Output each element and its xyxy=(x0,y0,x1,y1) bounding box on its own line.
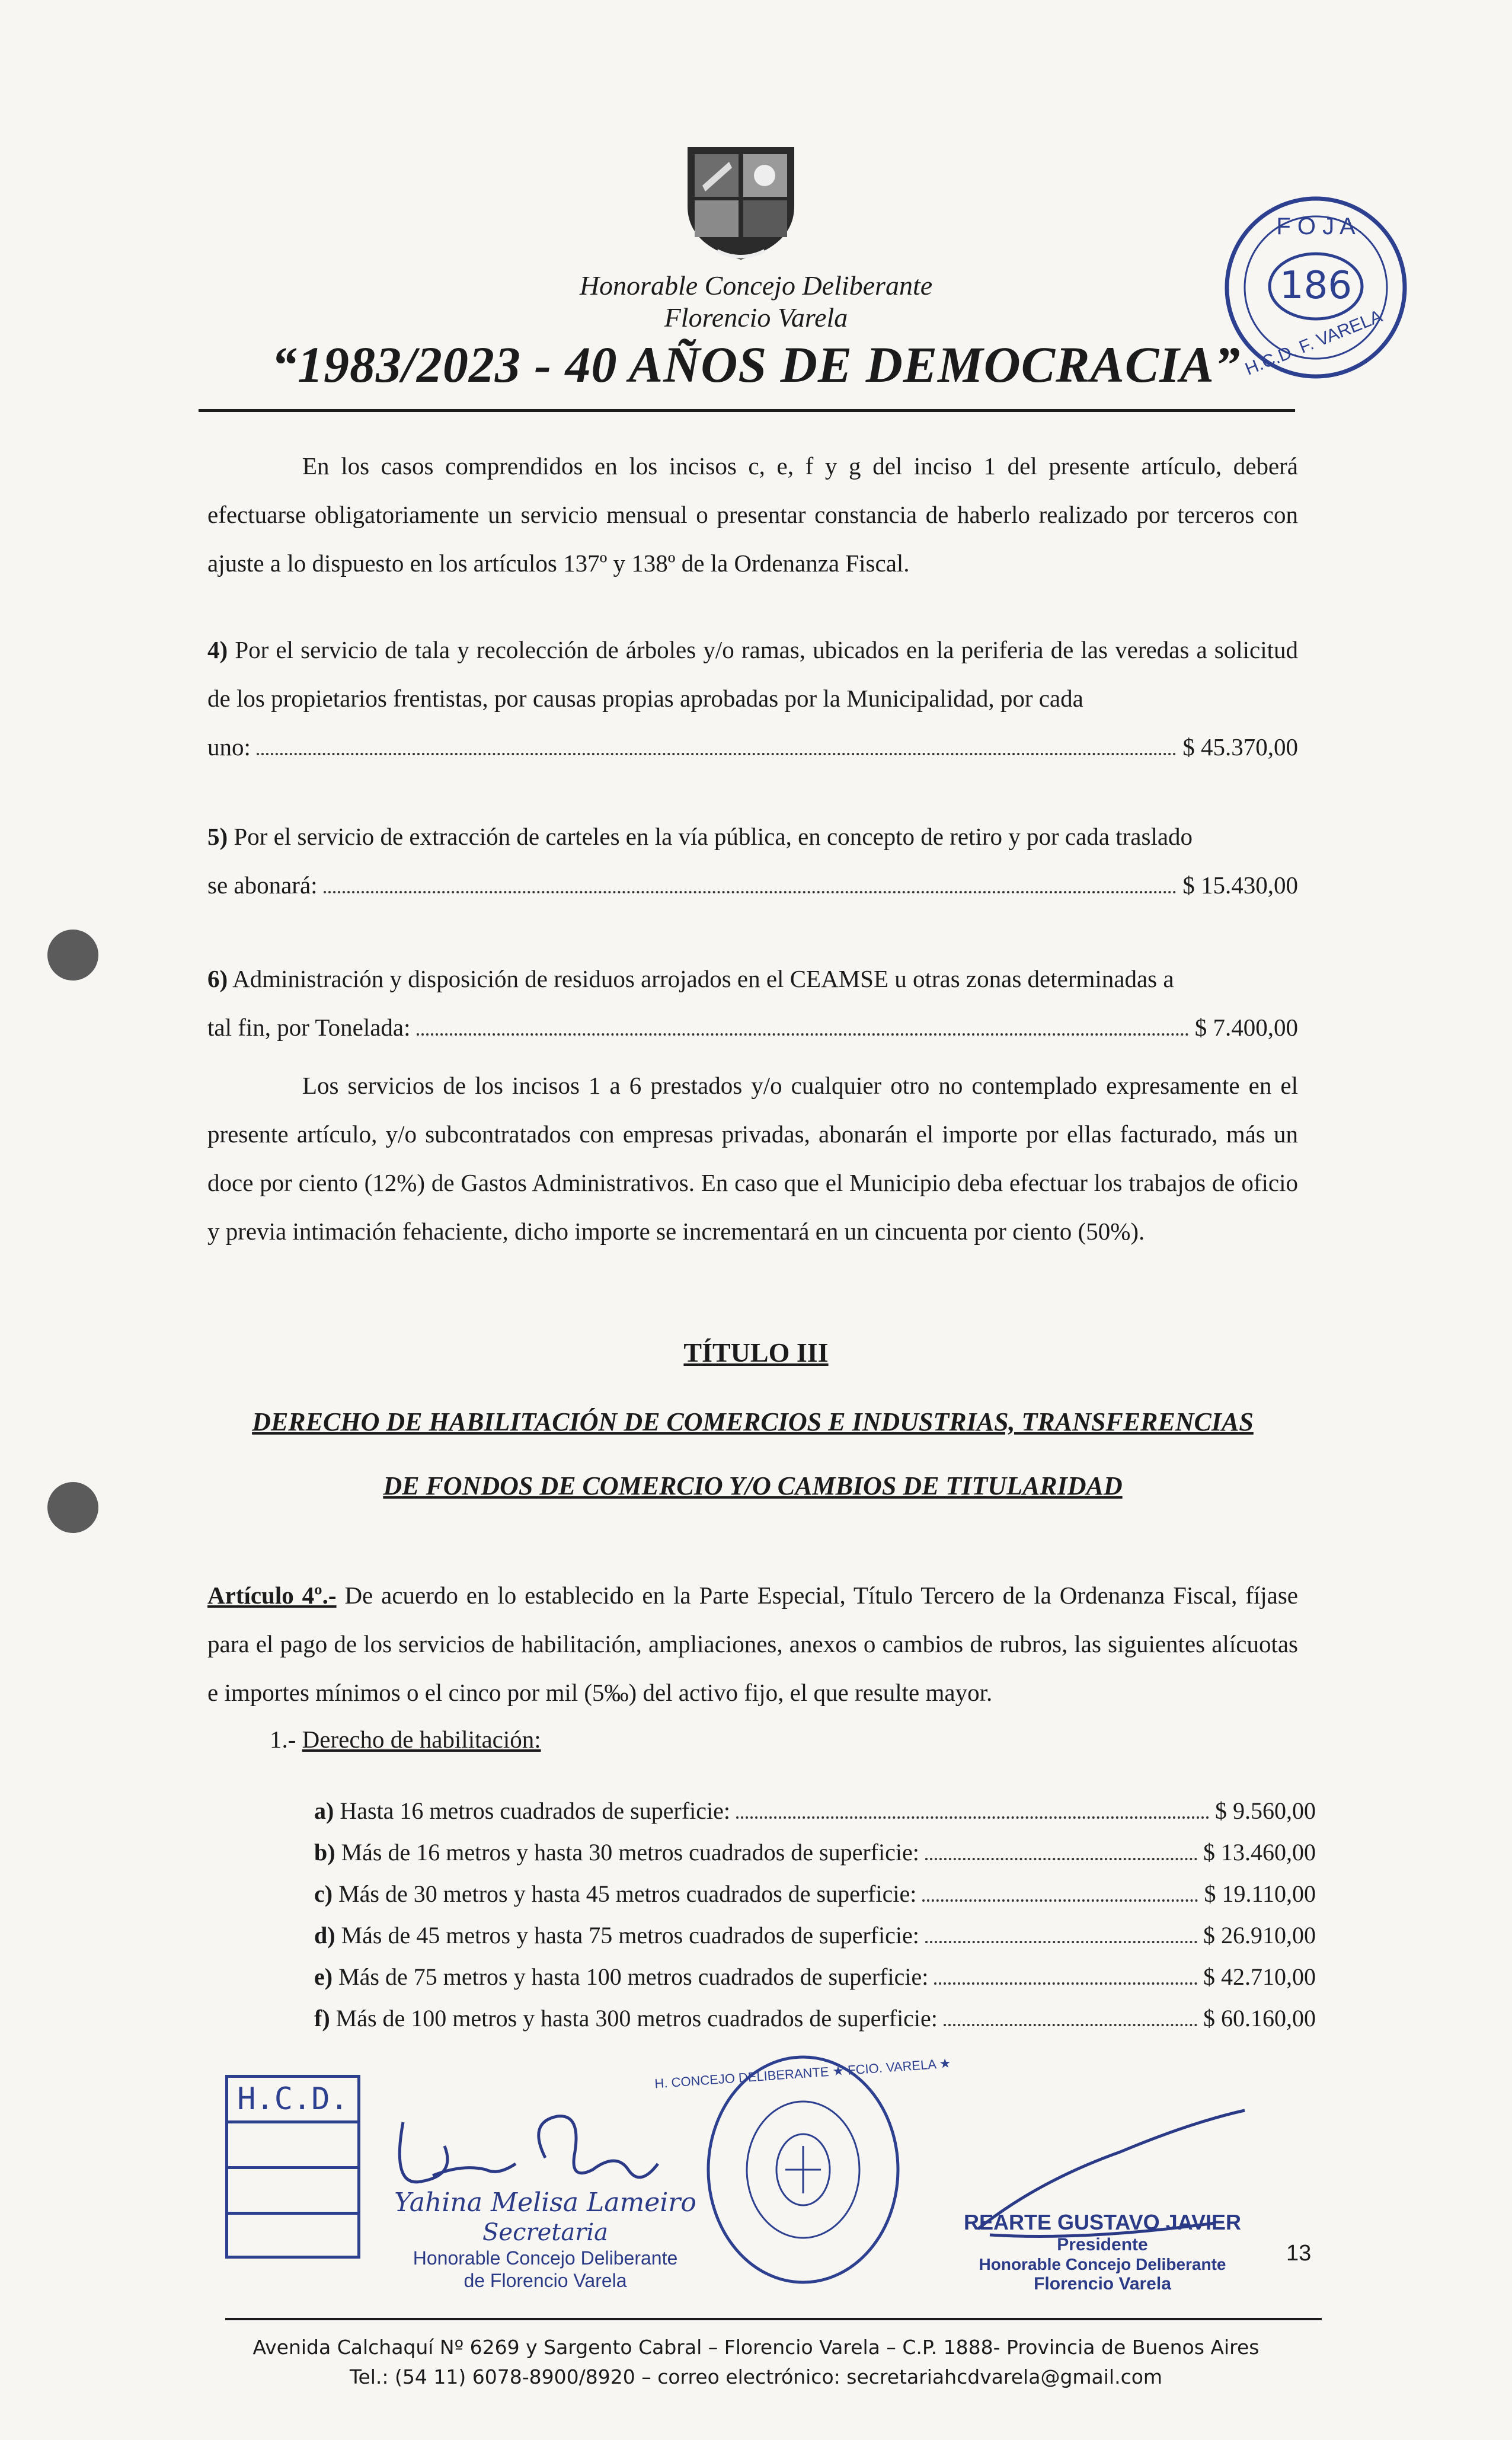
foja-org: H.C.D. F. VARELA xyxy=(1242,306,1385,379)
secretary-role: Secretaria xyxy=(482,2219,608,2246)
title-subheading-line-2: DE FONDOS DE COMERCIO Y/O CAMBIOS DE TITULARIDAD xyxy=(383,1471,1123,1500)
leader-dots xyxy=(417,1033,1189,1036)
hcd-box-cell xyxy=(228,2123,357,2169)
row-amount: $ 42.710,00 xyxy=(1203,1963,1316,1990)
row-letter: a) xyxy=(314,1797,334,1824)
hcd-box-cell xyxy=(228,2169,357,2215)
habilitacion-row xyxy=(314,1790,1316,1832)
row-letter: f) xyxy=(314,2005,330,2032)
habilitacion-number: 1.- xyxy=(270,1726,296,1753)
president-role: Presidente xyxy=(1057,2235,1148,2254)
institution-line: Honorable Concejo Deliberante xyxy=(579,270,933,301)
motto-heading: “1983/2023 - 40 AÑOS DE DEMOCRACIA” xyxy=(271,336,1241,393)
foja-label: F O J A xyxy=(1276,213,1356,239)
item-6-amount: $ 7.400,00 xyxy=(1194,1014,1298,1041)
footer-rule xyxy=(225,2318,1322,2320)
article-4 xyxy=(207,1571,1298,1717)
footer-contact: Tel.: (54 11) 6078-8900/8920 – correo electrónico: secretariahcdvarela@gmail.com xyxy=(349,2365,1163,2388)
president-org: Honorable Concejo Deliberante xyxy=(979,2255,1226,2273)
leader-dots xyxy=(934,1982,1197,1985)
item-5-number: 5) xyxy=(207,823,228,850)
item-6-number: 6) xyxy=(207,965,228,992)
item-6-lead: tal fin, por Tonelada: xyxy=(207,1014,411,1041)
item-4 xyxy=(207,625,1298,771)
hcd-box-stamp xyxy=(225,2075,360,2259)
item-6-text: Administración y disposición de residuos arrojados en el CEAMSE u otras zonas determinadas a xyxy=(232,965,1174,992)
item-6 xyxy=(207,954,1298,1052)
row-amount: $ 60.160,00 xyxy=(1203,2005,1316,2032)
seal-text: H. CONCEJO DELIBERANTE ★ FCIO. VARELA ★ xyxy=(654,2055,952,2091)
item-5-lead: se abonará: xyxy=(207,871,318,899)
row-amount: $ 26.910,00 xyxy=(1203,1922,1316,1949)
leader-dots xyxy=(324,891,1177,893)
item-4-lead: uno: xyxy=(207,733,251,761)
official-seal xyxy=(654,2051,952,2288)
habilitacion-list xyxy=(314,1790,1316,2039)
hcd-crest-logo xyxy=(682,141,800,263)
item-4-number: 4) xyxy=(207,636,228,663)
item-5-amount: $ 15.430,00 xyxy=(1182,871,1298,899)
president-name: REARTE GUSTAVO JAVIER xyxy=(963,2210,1242,2234)
habilitacion-row xyxy=(314,1956,1316,1998)
services-paragraph: Los servicios de los incisos 1 a 6 prestados y/o cualquier otro no contemplado expresamente en el presente artículo, y/o subcontratados con empresas privadas, abonarán el importe por ellas facturado, más un doce por ciento (12%) de Gastos Administrativos. En caso que el Municipio deba efectuar los trabajos de oficio y previa intimación fehaciente, dicho importe se incrementará en un cincuenta por ciento (50%). xyxy=(207,1072,1298,1245)
footer-address: Avenida Calchaquí Nº 6269 y Sargento Cabral – Florencio Varela – C.P. 1888- Provincia de Buenos Aires xyxy=(252,2336,1260,2359)
page-number: 13 xyxy=(1286,2241,1312,2266)
row-letter: c) xyxy=(314,1880,333,1907)
row-amount: $ 13.460,00 xyxy=(1203,1839,1316,1866)
habilitacion-row xyxy=(314,1915,1316,1956)
footer xyxy=(0,2333,1512,2392)
habilitacion-title: Derecho de habilitación: xyxy=(302,1726,541,1753)
leader-dots xyxy=(925,1941,1197,1943)
intro-paragraph: En los casos comprendidos en los incisos c, e, f y g del inciso 1 del presente artículo, deberá efectuarse obligatoriamente un servicio mensual o presentar constancia de haberlo realizado por terceros con ajuste a lo dispuesto en los artículos 137º y 138º de la Ordenanza Fiscal. xyxy=(207,452,1298,577)
habilitacion-row xyxy=(314,1998,1316,2039)
title-subheading-line-1: DERECHO DE HABILITACIÓN DE COMERCIOS E INDUSTRIAS, TRANSFERENCIAS xyxy=(252,1407,1254,1436)
row-text: Más de 16 metros y hasta 30 metros cuadrados de superficie: xyxy=(341,1839,919,1866)
leader-dots xyxy=(736,1816,1209,1819)
habilitacion-row xyxy=(314,1832,1316,1873)
leader-dots xyxy=(925,1858,1197,1860)
article-text: De acuerdo en lo establecido en la Parte Especial, Título Tercero de la Ordenanza Fiscal, fíjase para el pago de los servicios de habilitación, ampliaciones, anexos o cambios de rubros, las siguientes alícuotas e importes mínimos o el cinco por mil (5‰) del activo fijo, el que resulte mayor. xyxy=(207,1582,1298,1706)
row-letter: b) xyxy=(314,1839,335,1866)
hcd-box-label: H.C.D. xyxy=(228,2078,357,2123)
punch-hole-upper xyxy=(47,930,98,981)
secretary-org: Honorable Concejo Deliberante xyxy=(413,2247,678,2269)
foja-stamp xyxy=(1221,193,1411,382)
item-5 xyxy=(207,812,1298,909)
row-text: Más de 100 metros y hasta 300 metros cuadrados de superficie: xyxy=(335,2005,938,2032)
president-block xyxy=(948,2210,1257,2294)
leader-dots xyxy=(922,1899,1198,1902)
habilitacion-row xyxy=(314,1873,1316,1915)
leader-dots xyxy=(257,753,1177,755)
header-rule xyxy=(199,409,1295,412)
city-line: Florencio Varela xyxy=(664,302,848,333)
item-5-text: Por el servicio de extracción de carteles en la vía pública, en concepto de retiro y por cada traslado xyxy=(234,823,1193,850)
foja-number: 186 xyxy=(1279,264,1353,308)
title-subheading xyxy=(207,1390,1298,1518)
hcd-box-cell xyxy=(228,2215,357,2257)
title-heading: TÍTULO III xyxy=(683,1337,829,1368)
row-text: Hasta 16 metros cuadrados de superficie: xyxy=(340,1797,730,1824)
row-text: Más de 75 metros y hasta 100 metros cuadrados de superficie: xyxy=(338,1963,929,1990)
secretary-name: Yahina Melisa Lameiro xyxy=(394,2187,696,2218)
president-city: Florencio Varela xyxy=(1034,2274,1171,2294)
secretary-block xyxy=(379,2187,711,2292)
row-letter: d) xyxy=(314,1922,335,1949)
row-letter: e) xyxy=(314,1963,333,1990)
row-text: Más de 45 metros y hasta 75 metros cuadrados de superficie: xyxy=(341,1922,919,1949)
row-text: Más de 30 metros y hasta 45 metros cuadrados de superficie: xyxy=(338,1880,917,1907)
row-amount: $ 19.110,00 xyxy=(1204,1880,1316,1907)
habilitacion-heading xyxy=(270,1725,541,1754)
secretary-city: de Florencio Varela xyxy=(463,2270,627,2291)
row-amount: $ 9.560,00 xyxy=(1215,1797,1316,1824)
punch-hole-lower xyxy=(47,1482,98,1533)
item-4-amount: $ 45.370,00 xyxy=(1182,733,1298,761)
item-4-text: Por el servicio de tala y recolección de árboles y/o ramas, ubicados en la periferia de las veredas a solicitud de los propietarios frentistas, por causas propias aprobadas por la Municipalidad, por cada xyxy=(207,636,1298,712)
article-label: Artículo 4º.- xyxy=(207,1582,337,1609)
leader-dots xyxy=(944,2024,1197,2026)
